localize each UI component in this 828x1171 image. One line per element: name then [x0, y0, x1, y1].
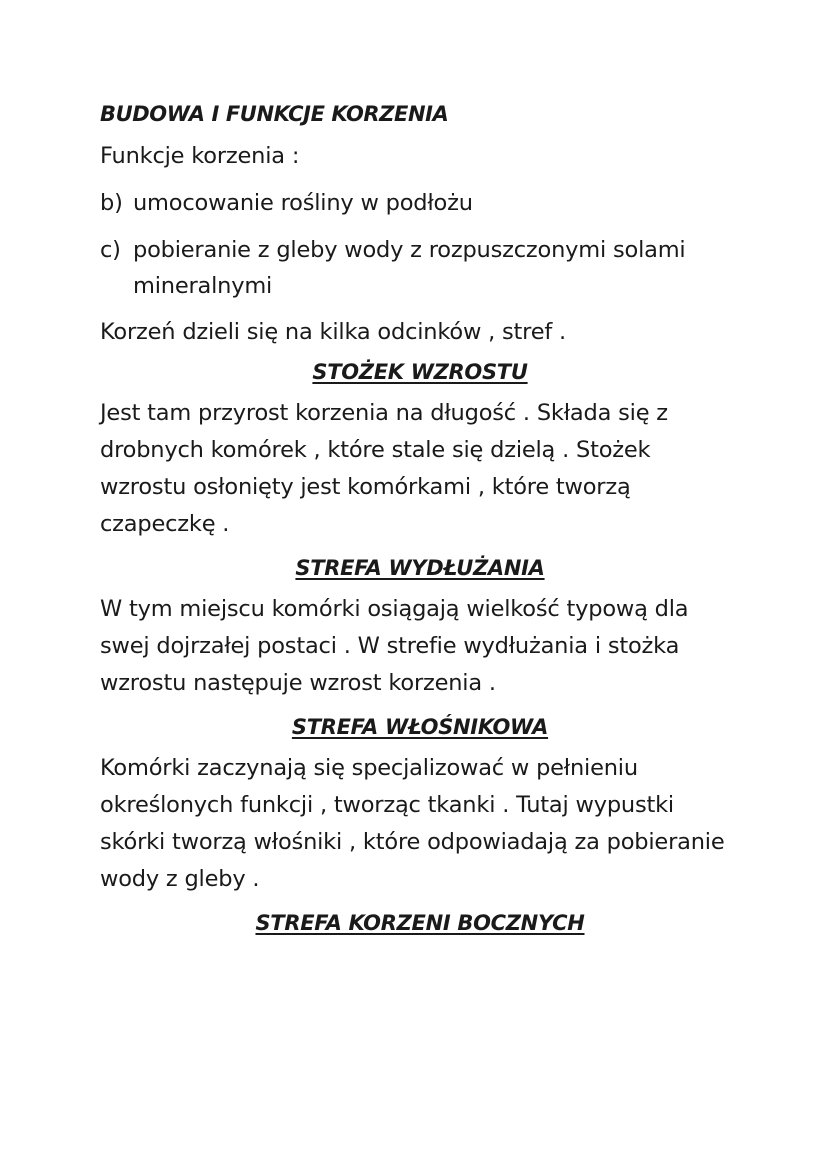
section-heading-stozek-wzrostu: STOŻEK WZROSTU: [312, 360, 528, 384]
list-marker: b): [100, 190, 123, 216]
list-item: [100, 232, 740, 304]
section-body-stozek-wzrostu: Jest tam przyrost korzenia na długość . Składa się z drobnych komórek , które stale się dzielą . Stożek wzrostu osłonięty jest komórkami , które tworzą czapeczkę .: [100, 400, 668, 537]
section-heading-strefa-wlosnikowa: STREFA WŁOŚNIKOWA: [291, 715, 549, 739]
section-body-strefa-wydluzania: W tym miejscu komórki osiągają wielkość typową dla swej dojrzałej postaci . W strefie wydłużania i stożka wzrostu następuje wzrost korzenia .: [100, 596, 689, 696]
list-item-text: umocowanie rośliny w podłożu: [133, 190, 473, 216]
section-heading-strefa-korzeni-bocznych: STREFA KORZENI BOCZNYCH: [255, 911, 585, 935]
section-heading-strefa-wydluzania: STREFA WYDŁUŻANIA: [295, 556, 545, 580]
list-marker: c): [100, 237, 121, 263]
functions-intro: Funkcje korzenia :: [100, 143, 300, 169]
functions-list: [100, 185, 740, 304]
document-page: [100, 100, 740, 938]
document-title: BUDOWA I FUNKCJE KORZENIA: [100, 102, 449, 126]
zones-intro: Korzeń dzieli się na kilka odcinków , stref .: [100, 319, 566, 345]
list-item: [100, 185, 740, 222]
section-body-strefa-wlosnikowa: Komórki zaczynają się specjalizować w pełnieniu określonych funkcji , tworząc tkanki . Tutaj wypustki skórki tworzą włośniki , które odpowiadają za pobieranie wody z gleby .: [100, 755, 725, 892]
list-item-text: pobieranie z gleby wody z rozpuszczonymi solami mineralnymi: [133, 237, 686, 299]
